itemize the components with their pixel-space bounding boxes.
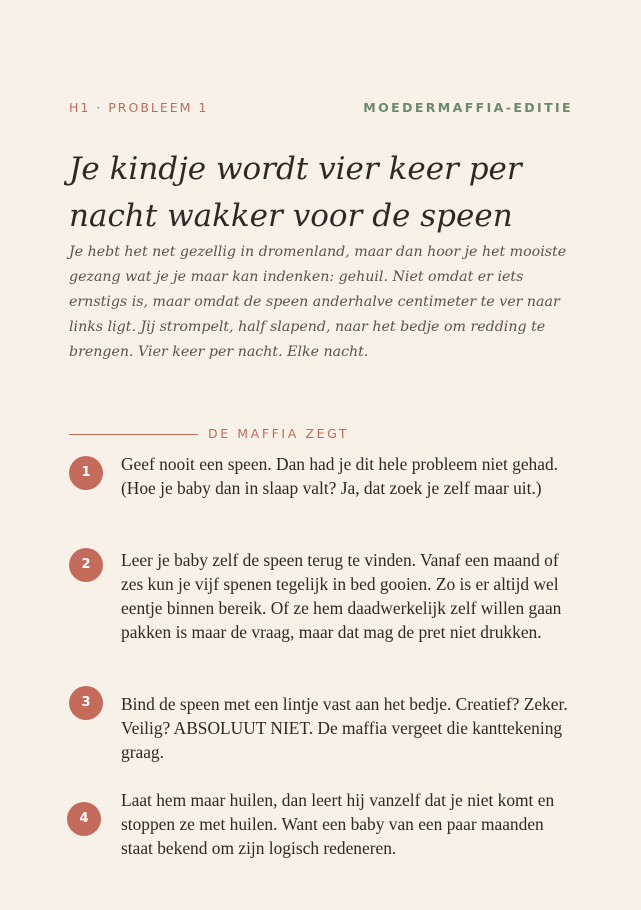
edition-label: MOEDERMAFFIA-EDITIE — [363, 100, 573, 115]
tip-text: Leer je baby zelf de speen terug te vinden. Vanaf een maand of zes kun je vijf spenen tegelijk in bed gooien. Zo is er altijd wel eentje binnen bereik. Of ze hem daadwerkelijk zelf willen gaan pakken is maar de vraag, maar dat mag de pret niet drukken. — [121, 550, 562, 642]
section-label: H1 · PROBLEEM 1 — [69, 100, 209, 115]
maffia-label: DE MAFFIA ZEGT — [208, 426, 350, 441]
tip-number-badge: 3 — [69, 686, 103, 720]
page-title: Je kindje wordt vier keer per nacht wakker voor de speen — [69, 151, 522, 234]
tip-number-badge: 4 — [67, 802, 101, 836]
tip-number-badge: 1 — [69, 456, 103, 490]
tip-number-badge: 2 — [69, 548, 103, 582]
tip-text: Laat hem maar huilen, dan leert hij vanzelf dat je niet komt en stoppen ze met huilen. Want een baby van een paar maanden staat bekend om zijn logisch redeneren. — [121, 790, 555, 858]
tip-text: Geef nooit een speen. Dan had je dit hele probleem niet gehad. (Hoe je baby dan in slaap valt? Ja, dat zoek je zelf maar uit.) — [121, 454, 559, 498]
intro-paragraph: Je hebt het net gezellig in dromenland, maar dan hoor je het mooiste gezang wat je je maar kan indenken: gehuil. Niet omdat er iets ernstigs is, maar omdat de speen anderhalve centimeter te ver naar links ligt. Jij strompelt, half slapend, naar het bedje om redding te brengen. Vier keer per nacht. Elke nacht. — [69, 244, 567, 360]
tip-text: Bind de speen met een lintje vast aan het bedje. Creatief? Zeker. Veilig? ABSOLUUT NIET. De maffia vergeet die kanttekening graag. — [121, 694, 568, 762]
